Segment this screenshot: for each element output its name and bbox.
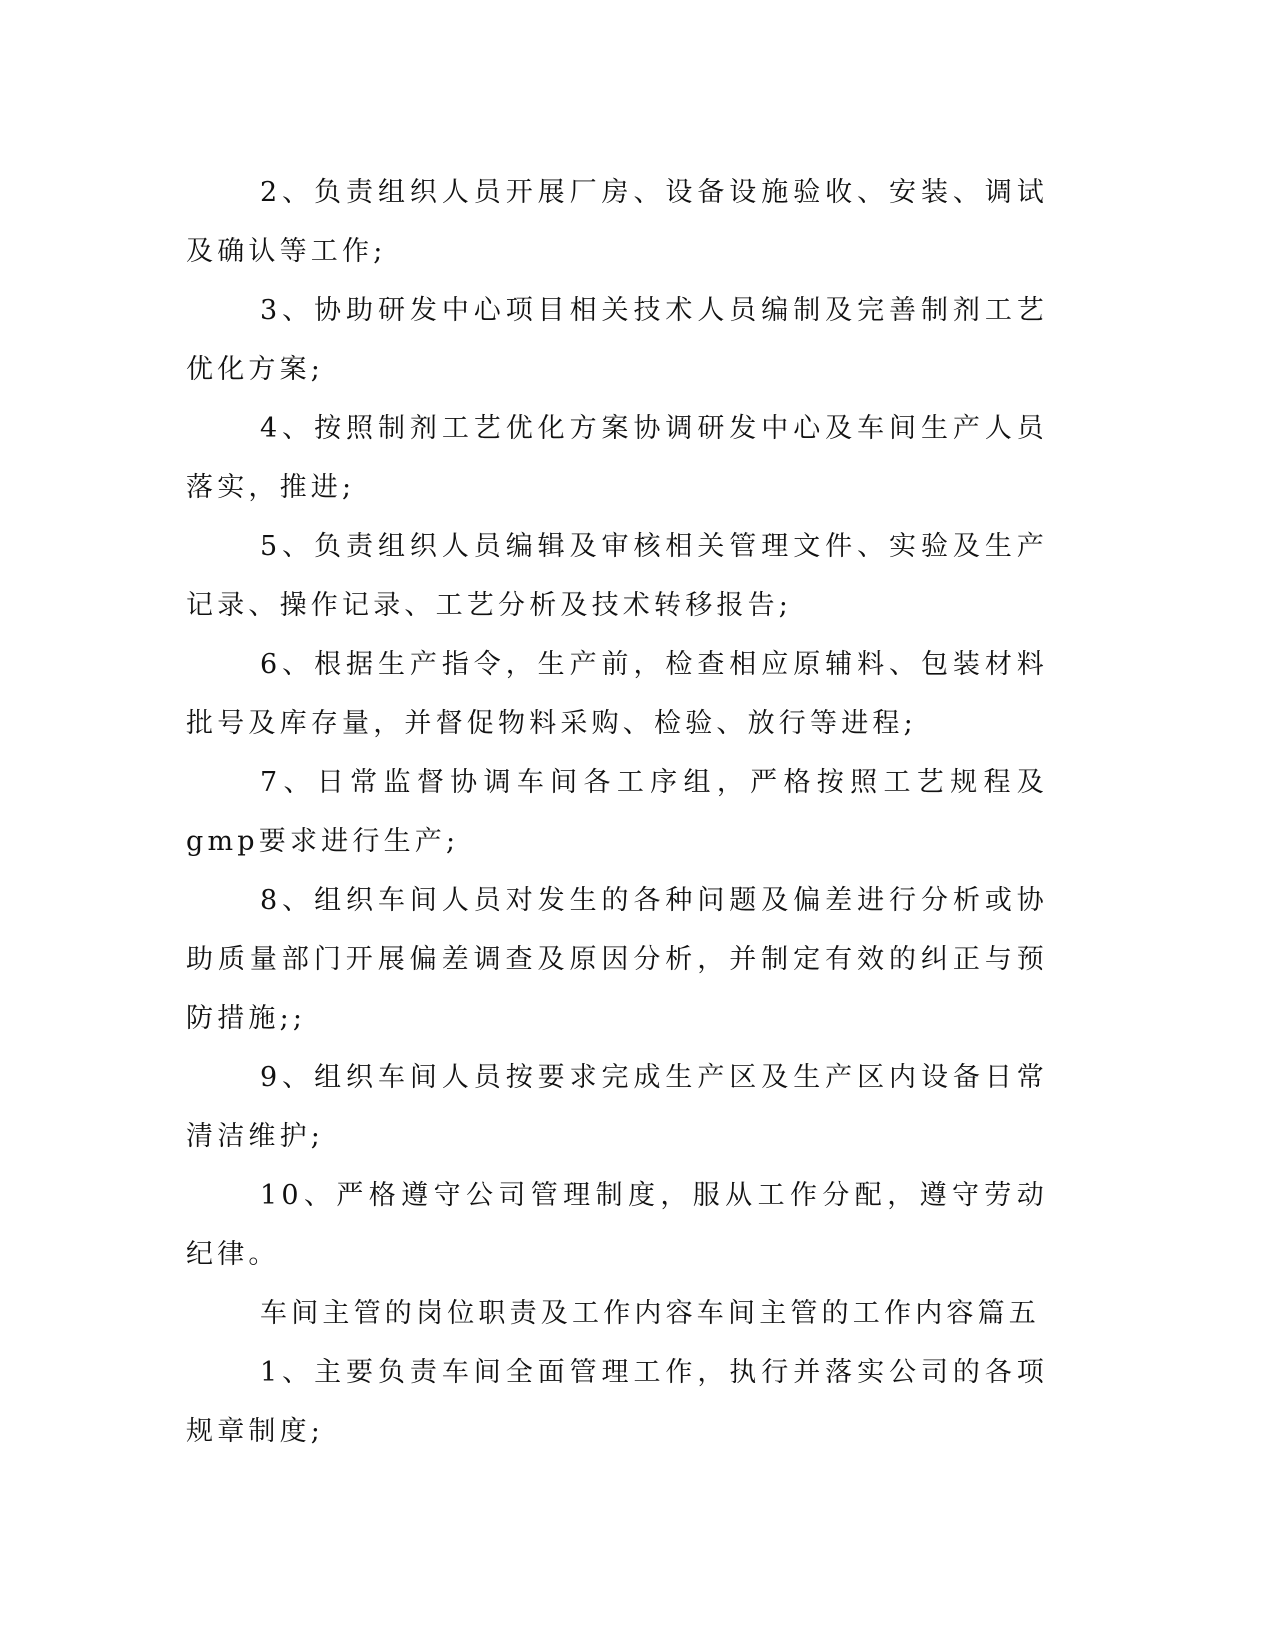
section-heading: 车间主管的岗位职责及工作内容车间主管的工作内容篇五 [260,1298,1040,1329]
paragraph-item-2: 2、负责组织人员开展厂房、设备设施验收、安装、调试及确认等工作; [186,177,1048,267]
paragraph-item-5: 5、负责组织人员编辑及审核相关管理文件、实验及生产记录、操作记录、工艺分析及技术转移报告; [186,531,1048,621]
paragraph-item-9: 9、组织车间人员按要求完成生产区及生产区内设备日常清洁维护; [186,1062,1048,1152]
paragraph-item-3: 3、协助研发中心项目相关技术人员编制及完善制剂工艺优化方案; [186,295,1048,385]
paragraph-item-8: 8、组织车间人员对发生的各种问题及偏差进行分析或协助质量部门开展偏差调查及原因分析，并制定有效的纠正与预防措施;; [186,885,1048,1034]
paragraph-item-6: 6、根据生产指令，生产前，检查相应原辅料、包装材料批号及库存量，并督促物料采购、检验、放行等进程; [186,649,1048,739]
paragraph-item-10: 10、严格遵守公司管理制度，服从工作分配，遵守劳动纪律。 [186,1180,1048,1270]
paragraph-item-7: 7、日常监督协调车间各工序组，严格按照工艺规程及gmp要求进行生产; [186,767,1048,857]
paragraph-item-1: 1、主要负责车间全面管理工作，执行并落实公司的各项规章制度; [186,1357,1048,1447]
document-body [186,163,1048,1461]
paragraph-item-4: 4、按照制剂工艺优化方案协调研发中心及车间生产人员落实，推进; [186,413,1048,503]
